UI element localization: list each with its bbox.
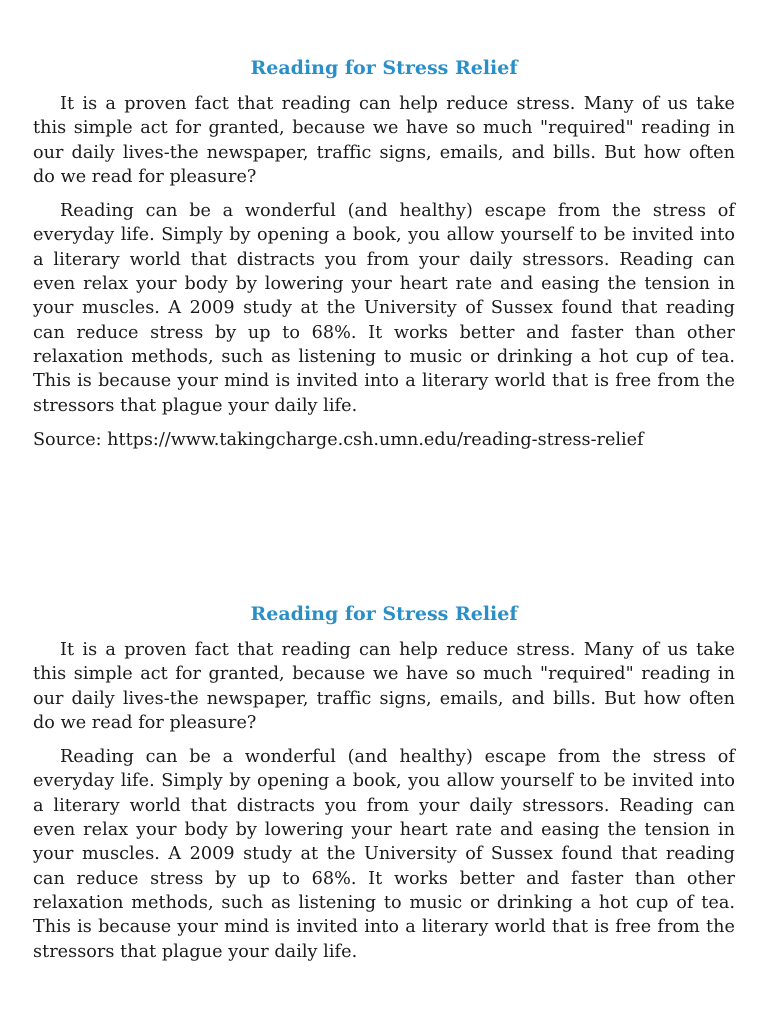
paragraph-intro: It is a proven fact that reading can help reduce stress. Many of us take this simple act for granted, because we have so much "required" reading in our daily lives-the newspaper, traffic signs, emails, and bills. But how often do we read for pleasure? (33, 640, 735, 733)
article-section-1 (33, 56, 735, 452)
paragraph-intro: It is a proven fact that reading can help reduce stress. Many of us take this simple act for granted, because we have so much "required" reading in our daily lives-the newspaper, traffic signs, emails, and bills. But how often do we read for pleasure? (33, 94, 735, 187)
section-title: Reading for Stress Relief (250, 603, 518, 625)
paragraph-body: Reading can be a wonderful (and healthy) escape from the stress of everyday life. Simply by opening a book, you allow yourself to be invited into a literary world that distracts you from your daily stressors. Reading can even relax your body by lowering your heart rate and easing the tension in your muscles. A 2009 study at the University of Sussex found that reading can reduce stress by up to 68%. It works better and faster than other relaxation methods, such as listening to music or drinking a hot cup of tea. This is because your mind is invited into a literary world that is free from the stressors that plague your daily life. (33, 747, 735, 962)
section-title: Reading for Stress Relief (250, 57, 518, 79)
paragraph-body: Reading can be a wonderful (and healthy) escape from the stress of everyday life. Simply by opening a book, you allow yourself to be invited into a literary world that distracts you from your daily stressors. Reading can even relax your body by lowering your heart rate and easing the tension in your muscles. A 2009 study at the University of Sussex found that reading can reduce stress by up to 68%. It works better and faster than other relaxation methods, such as listening to music or drinking a hot cup of tea. This is because your mind is invited into a literary world that is free from the stressors that plague your daily life. (33, 201, 735, 416)
article-section-2 (33, 602, 735, 974)
source-citation: Source: https://www.takingcharge.csh.umn.edu/reading-stress-relief (33, 429, 644, 450)
